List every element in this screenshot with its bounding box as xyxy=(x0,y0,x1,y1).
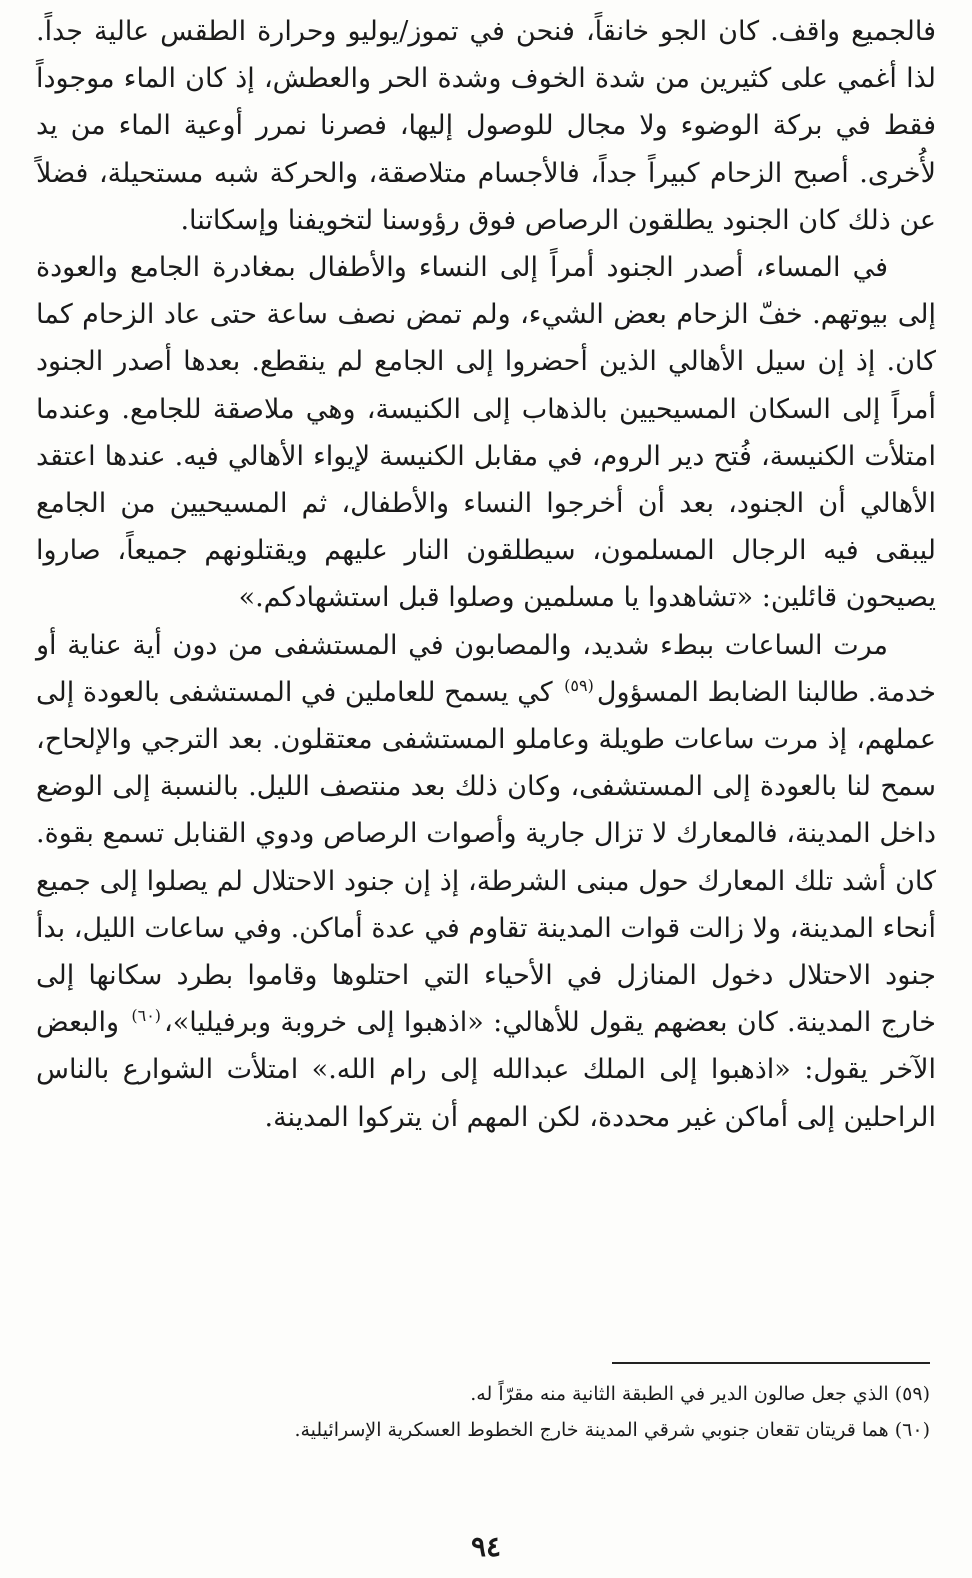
paragraph-3-text-a: مرت الساعات ببطء شديد، والمصابون في المستشفى من دون أية عناية أو خدمة. طالبنا الضابط المسؤول xyxy=(36,629,936,708)
footnotes xyxy=(150,1376,930,1448)
paragraph-3 xyxy=(36,622,936,1141)
paragraph-3-text-c: والبعض الآخر يقول: «اذهبوا إلى الملك عبدالله إلى رام الله.» امتلأت الشوارع بالناس الراحلين إلى أماكن غير محددة، لكن المهم أن يتركوا المدينة. xyxy=(36,1007,936,1133)
footnote-ref-60: (٦٠) xyxy=(131,1006,162,1026)
page-number: ٩٤ xyxy=(470,1530,502,1563)
main-text xyxy=(36,8,936,1141)
paragraph-2 xyxy=(36,244,936,622)
paragraph-1-text: فالجميع واقف. كان الجو خانقاً، فنحن في تموز/يوليو وحرارة الطقس عالية جداً. لذا أغمي على كثيرين من شدة الخوف وشدة الحر والعطش، إذ كان الماء موجوداً فقط في بركة الوضوء ولا مجال للوصول إليها، فصرنا نمرر أوعية الماء من يد لأُخرى. أصبح الزحام كبيراً جداً، فالأجسام متلاصقة، والحركة شبه مستحيلة، فضلاً عن ذلك كان الجنود يطلقون الرصاص فوق رؤوسنا لتخويفنا وإسكاتنا. xyxy=(36,16,936,236)
paragraph-1 xyxy=(36,8,936,244)
paragraph-2-text: في المساء، أصدر الجنود أمراً إلى النساء والأطفال بمغادرة الجامع والعودة إلى بيوتهم. خفّ الزحام بعض الشيء، ولم تمض نصف ساعة حتى عاد الزحام كما كان. إذ إن سيل الأهالي الذين أحضروا إلى الجامع لم ينقطع. بعدها أصدر الجنود أمراً إلى السكان المسيحيين بالذهاب إلى الكنيسة، وهي ملاصقة للجامع. وعندما امتلأت الكنيسة، فُتح دير الروم، في مقابل الكنيسة لإيواء الأهالي فيه. عندها اعتقد الأهالي أن الجنود، بعد أن أخرجوا النساء والأطفال، ثم المسيحيين من الجامع ليبقى فيه الرجال المسلمون، سيطلقون النار عليهم ويقتلونهم جميعاً، صاروا يصيحون قائلين: «تشاهدوا يا مسلمين وصلوا قبل استشهادكم.» xyxy=(36,252,936,614)
footnote-60: (٦٠) هما قريتان تقعان جنوبي شرقي المدينة خارج الخطوط العسكرية الإسرائيلية. xyxy=(294,1419,930,1441)
paragraph-3-text-b: كي يسمح للعاملين في المستشفى بالعودة إلى عملهم، إذ مرت ساعات طويلة وعاملو المستشفى معتقلون. بعد الترجي والإلحاح، سمح لنا بالعودة إلى المستشفى، وكان ذلك بعد منتصف الليل. بالنسبة إلى الوضع داخل المدينة، فالمعارك لا تزال جارية وأصوات الرصاص ودوي القنابل تسمع بقوة. كان أشد تلك المعارك حول مبنى الشرطة، إذ إن جنود الاحتلال لم يصلوا إلى جميع أنحاء المدينة، ولا زالت قوات المدينة تقاوم في عدة أماكن. وفي ساعات الليل، بدأ جنود الاحتلال دخول المنازل في الأحياء التي احتلوها وقاموا بطرد سكانها إلى خارج المدينة. كان بعضهم يقول للأهالي: «اذهبوا إلى خروبة وبرفيليا»، xyxy=(36,676,936,1039)
footnote-59: (٥٩) الذي جعل صالون الدير في الطبقة الثانية منه مقرّاً له. xyxy=(470,1383,930,1405)
footnote-divider xyxy=(612,1362,930,1364)
footnote-ref-59: (٥٩) xyxy=(564,675,594,695)
